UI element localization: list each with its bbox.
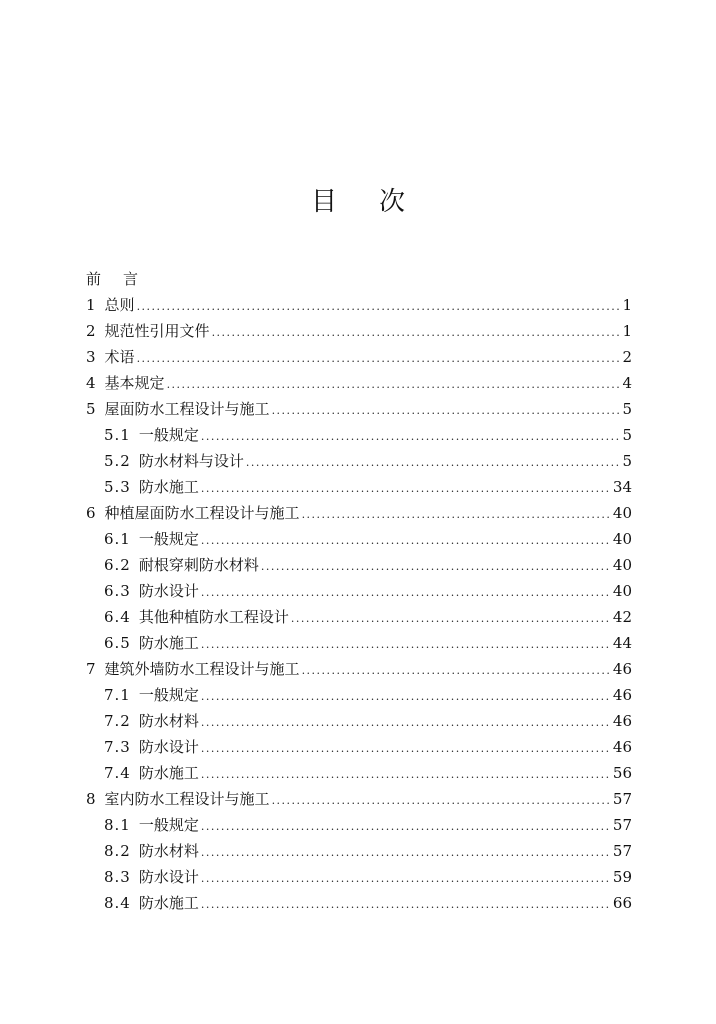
toc-entry[interactable] [86, 682, 632, 708]
toc-entry-number: 3 [86, 348, 97, 366]
toc-entry-label: 防水设计 [138, 582, 199, 600]
toc-entry-page: 40 [612, 556, 632, 574]
toc-dot-leader [137, 294, 620, 320]
toc-entry[interactable] [86, 734, 632, 760]
toc-entry-number: 8.1 [104, 816, 131, 834]
toc-entry[interactable] [86, 318, 632, 344]
toc-entry[interactable] [86, 838, 632, 864]
toc-dot-leader [246, 450, 620, 476]
toc-entry[interactable] [86, 760, 632, 786]
toc-entry-number: 5.3 [104, 478, 131, 496]
toc-entry-label: 防水材料 [138, 842, 199, 860]
toc-entry-page: 46 [612, 686, 632, 704]
toc-entry[interactable] [86, 370, 632, 396]
toc-dot-leader [302, 658, 611, 684]
toc-entry-page: 66 [612, 894, 632, 912]
toc-dot-leader [201, 762, 611, 788]
toc-entry[interactable] [86, 630, 632, 656]
toc-entry-page: 5 [622, 400, 632, 418]
toc-entry-label: 室内防水工程设计与施工 [104, 790, 270, 808]
toc-dot-leader [201, 476, 611, 502]
toc-entry-number: 4 [86, 374, 97, 392]
toc-dot-leader [302, 502, 611, 528]
toc-dot-leader [272, 398, 620, 424]
toc-entry-label: 防水材料 [138, 712, 199, 730]
toc-entry-label: 其他种植防水工程设计 [138, 608, 289, 626]
toc-entry-page: 59 [612, 868, 632, 886]
toc-entry-label: 一般规定 [138, 426, 199, 444]
toc-entry-number: 6.3 [104, 582, 131, 600]
toc-entry-number: 8.2 [104, 842, 131, 860]
toc-dot-leader [201, 866, 611, 892]
toc-entry-page: 4 [622, 374, 632, 392]
toc-entry-page: 57 [612, 790, 632, 808]
toc-entry-label: 一般规定 [138, 530, 199, 548]
toc-entry[interactable] [86, 292, 632, 318]
toc-entry-page: 44 [612, 634, 632, 652]
toc-entry-label: 防水施工 [138, 894, 199, 912]
toc-entry-number: 8 [86, 790, 97, 808]
toc-entry-number: 5 [86, 400, 97, 418]
toc-entry-page: 1 [622, 296, 632, 314]
toc-entry-label: 防水施工 [138, 764, 199, 782]
toc-entry[interactable] [86, 474, 632, 500]
toc-entry-label: 总则 [104, 296, 135, 314]
toc-dot-leader [272, 788, 611, 814]
toc-dot-leader [201, 684, 611, 710]
toc-entry[interactable] [86, 578, 632, 604]
toc-entry-page: 46 [612, 712, 632, 730]
toc-entry-number: 6.1 [104, 530, 131, 548]
toc-entry-label: 防水设计 [138, 868, 199, 886]
table-of-contents [86, 266, 632, 916]
toc-entry-label: 防水施工 [138, 478, 199, 496]
toc-entry-number: 6 [86, 504, 97, 522]
toc-entry-page: 57 [612, 842, 632, 860]
toc-entry-page: 40 [612, 582, 632, 600]
toc-entry-label: 耐根穿刺防水材料 [138, 556, 259, 574]
toc-entry-number: 5.1 [104, 426, 131, 444]
toc-entry-page: 5 [622, 426, 632, 444]
toc-entry-label: 规范性引用文件 [104, 322, 210, 340]
toc-dot-leader [201, 840, 611, 866]
toc-entry-number: 8.4 [104, 894, 131, 912]
toc-entry-page: 57 [612, 816, 632, 834]
toc-entry-page: 1 [622, 322, 632, 340]
toc-entry[interactable] [86, 552, 632, 578]
toc-entry-number: 5.2 [104, 452, 131, 470]
toc-entry[interactable] [86, 786, 632, 812]
toc-entry-page: 56 [612, 764, 632, 782]
toc-entry-label: 防水材料与设计 [138, 452, 244, 470]
toc-entry[interactable] [86, 656, 632, 682]
toc-entry[interactable] [86, 500, 632, 526]
toc-entry[interactable] [86, 864, 632, 890]
toc-entry-label: 基本规定 [104, 374, 165, 392]
toc-dot-leader [201, 528, 611, 554]
toc-entry-page: 42 [612, 608, 632, 626]
toc-entry[interactable] [86, 526, 632, 552]
toc-entry-label: 建筑外墙防水工程设计与施工 [104, 660, 300, 678]
toc-dot-leader [201, 632, 611, 658]
toc-entry[interactable] [86, 604, 632, 630]
toc-entry-label: 屋面防水工程设计与施工 [104, 400, 270, 418]
toc-entry[interactable] [86, 344, 632, 370]
toc-entry-number: 7.3 [104, 738, 131, 756]
toc-entry-page: 40 [612, 530, 632, 548]
toc-entry-label: 一般规定 [138, 686, 199, 704]
toc-entry[interactable] [86, 396, 632, 422]
toc-dot-leader [201, 710, 611, 736]
toc-entry-number: 7.1 [104, 686, 131, 704]
toc-entry-number: 1 [86, 296, 97, 314]
page-title: 目次 [310, 187, 447, 217]
toc-dot-leader [201, 892, 611, 918]
toc-entry-number: 7.2 [104, 712, 131, 730]
toc-entry[interactable] [86, 448, 632, 474]
toc-entry-label: 防水设计 [138, 738, 199, 756]
toc-entry-number: 6.2 [104, 556, 131, 574]
toc-entry-label: 术语 [104, 348, 135, 366]
toc-dot-leader [167, 372, 620, 398]
toc-entry-number: 6.5 [104, 634, 131, 652]
toc-dot-leader [212, 320, 620, 346]
toc-entry[interactable] [86, 890, 632, 916]
toc-dot-leader [137, 346, 620, 372]
toc-entry[interactable] [86, 812, 632, 838]
toc-entry-page: 5 [622, 452, 632, 470]
toc-entry[interactable] [86, 708, 632, 734]
toc-entry-label: 一般规定 [138, 816, 199, 834]
toc-entry-number: 2 [86, 322, 97, 340]
toc-dot-leader [261, 554, 611, 580]
toc-entry-number: 7 [86, 660, 97, 678]
toc-entries [86, 292, 632, 916]
toc-entry-page: 2 [622, 348, 632, 366]
toc-entry-number: 8.3 [104, 868, 131, 886]
toc-entry-label: 防水施工 [138, 634, 199, 652]
toc-entry-number: 6.4 [104, 608, 131, 626]
toc-dot-leader [201, 736, 611, 762]
toc-entry-page: 34 [612, 478, 632, 496]
toc-dot-leader [201, 814, 611, 840]
toc-entry-page: 40 [612, 504, 632, 522]
toc-entry-number: 7.4 [104, 764, 131, 782]
toc-dot-leader [291, 606, 611, 632]
toc-entry[interactable] [86, 422, 632, 448]
toc-entry-page: 46 [612, 660, 632, 678]
toc-dot-leader [201, 580, 611, 606]
toc-dot-leader [201, 424, 620, 450]
toc-entry-label: 种植屋面防水工程设计与施工 [104, 504, 300, 522]
toc-foreword[interactable]: 前言 [86, 270, 161, 288]
toc-entry-page: 46 [612, 738, 632, 756]
